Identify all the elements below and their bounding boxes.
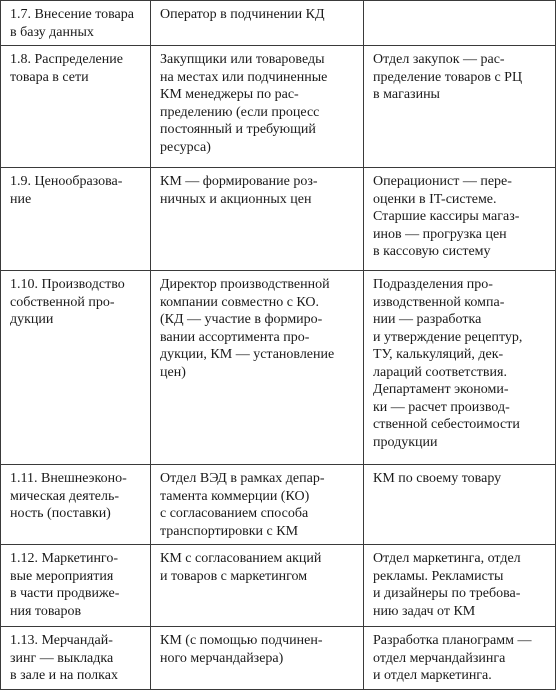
cell-line: оценки в IT-системе. — [373, 191, 497, 207]
executor-cell — [364, 545, 556, 627]
executor-cell — [364, 271, 556, 465]
cell-line: тамента коммерции (КО) — [160, 488, 310, 504]
process-cell — [1, 271, 151, 465]
cell-line: Отдел ВЭД в рамках депар- — [160, 471, 325, 486]
cell-line: 1.12. Маркетинго- — [10, 551, 118, 566]
cell-line: собственной про- — [10, 294, 115, 310]
table-row — [1, 271, 556, 465]
cell-line: товара в сети — [10, 69, 89, 85]
executor-cell — [364, 627, 556, 690]
cell-line: и утверждение рецептур, — [373, 329, 523, 345]
responsible-cell — [151, 627, 364, 690]
process-cell — [1, 168, 151, 271]
cell-line: Закупщики или товароведы — [160, 52, 325, 67]
executor-cell — [364, 1, 556, 46]
executor-cell — [364, 46, 556, 168]
cell-line: вые мероприятия — [10, 568, 114, 584]
cell-line: транспортировки с КМ — [160, 523, 299, 539]
cell-line: Директор производственной — [160, 277, 330, 292]
cell-line: изводственной компа- — [373, 294, 505, 310]
cell-line: инов — прогрузка цен — [373, 226, 507, 242]
cell-line: ния товаров — [10, 603, 82, 619]
cell-line: Отдел маркетинга, отдел — [373, 551, 521, 566]
cell-line: ние — [10, 191, 32, 207]
cell-line: КМ менеджеры по рас- — [160, 87, 299, 102]
cell-line: Оператор в подчинении КД — [160, 7, 325, 22]
cell-line: ного мерчандайзера) — [160, 650, 284, 666]
cell-line: Подразделения про- — [373, 277, 493, 292]
cell-line: КМ по своему товару — [373, 471, 502, 486]
table-row — [1, 168, 556, 271]
table-row — [1, 1, 556, 46]
cell-line: 1.10. Производство — [10, 277, 125, 292]
process-cell — [1, 465, 151, 545]
cell-line: цен) — [160, 364, 186, 380]
cell-line: в части продвиже- — [10, 586, 120, 601]
cell-line: 1.7. Внесение товара — [10, 7, 134, 22]
process-cell — [1, 1, 151, 46]
cell-line: продукции — [373, 434, 438, 450]
cell-line: Отдел закупок — рас- — [373, 52, 505, 67]
cell-line: постоянный и требующий — [160, 122, 316, 137]
cell-line: зинг — выкладка — [10, 650, 114, 666]
cell-line: в зале и на полках — [10, 668, 118, 683]
responsible-cell — [151, 465, 364, 545]
cell-line: мическая деятель- — [10, 488, 120, 504]
cell-line: КМ с согласованием акций — [160, 551, 322, 566]
cell-line: Операционист — пере- — [373, 174, 512, 189]
cell-line: на местах или подчиненные — [160, 69, 328, 85]
cell-line: вании ассортимента про- — [160, 329, 310, 345]
cell-line: ТУ, калькуляций, дек- — [373, 347, 504, 362]
executor-cell — [364, 168, 556, 271]
cell-line: Старшие кассиры магаз- — [373, 209, 520, 224]
table-row — [1, 545, 556, 627]
cell-line: 1.13. Мерчандай- — [10, 633, 113, 648]
cell-line: нию задач от КМ — [373, 603, 476, 619]
cell-line: 1.11. Внешнеэконо- — [10, 471, 127, 486]
cell-line: 1.8. Распределение — [10, 52, 123, 67]
cell-line: ность (поставки) — [10, 506, 111, 521]
cell-line: 1.9. Ценообразова- — [10, 174, 123, 189]
cell-line: рекламы. Рекламисты — [373, 568, 504, 584]
cell-line: ресурса) — [160, 139, 211, 155]
responsible-cell — [151, 1, 364, 46]
cell-line: в кассовую систему — [373, 244, 491, 259]
cell-line: и дизайнеры по требова- — [373, 586, 521, 601]
table-row — [1, 46, 556, 168]
process-cell — [1, 46, 151, 168]
cell-line: компании совместно с КО. — [160, 294, 320, 310]
cell-line: КМ — формирование роз- — [160, 174, 318, 189]
cell-line: и отдел маркетинга. — [373, 668, 492, 683]
cell-line: лараций соответствия. — [373, 364, 507, 380]
cell-line: пределение товаров с РЦ — [373, 69, 523, 85]
cell-line: в базу данных — [10, 24, 94, 40]
table-row — [1, 627, 556, 690]
responsible-cell — [151, 271, 364, 465]
cell-line: с согласованием способа — [160, 506, 309, 521]
responsible-cell — [151, 168, 364, 271]
responsible-cell — [151, 46, 364, 168]
cell-line: дукции, КМ — установление — [160, 347, 335, 362]
cell-line: нии — разработка — [373, 312, 482, 327]
cell-line: пределению (если процесс — [160, 104, 320, 120]
cell-line: ничных и акционных цен — [160, 191, 312, 207]
process-cell — [1, 545, 151, 627]
cell-line: ки — расчет производ- — [373, 399, 510, 415]
process-cell — [1, 627, 151, 690]
cell-line: отдел мерчандайзинга — [373, 650, 506, 666]
executor-cell — [364, 465, 556, 545]
table-row — [1, 465, 556, 545]
cell-line: ственной себестоимости — [373, 417, 520, 432]
cell-line: КМ (с помощью подчинен- — [160, 633, 323, 648]
cell-line: дукции — [10, 312, 54, 327]
cell-line: в магазины — [373, 87, 440, 102]
cell-line: и товаров с маркетингом — [160, 568, 308, 584]
cell-line: (КД — участие в формиро- — [160, 312, 323, 327]
cell-line: Департамент экономи- — [373, 382, 509, 397]
cell-line: Разработка планограмм — — [373, 633, 532, 648]
responsible-cell — [151, 545, 364, 627]
